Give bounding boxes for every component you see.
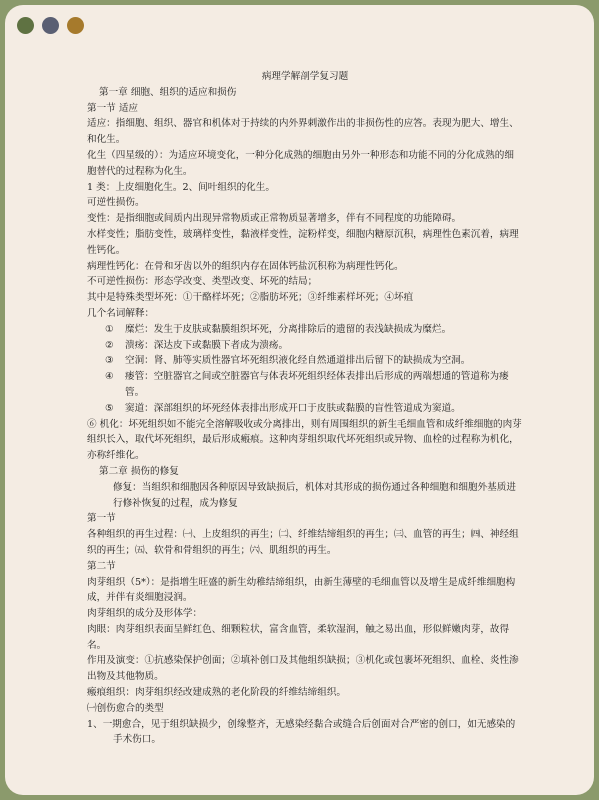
list-number: ③ [105, 355, 114, 367]
paragraph-adaptation: 适应：指细胞、组织、器官和机体对于持续的内外界刺激作出的非损伤性的应答。表现为肥大、增生、和化生。 [87, 118, 519, 146]
paragraph-granulation: 肉芽组织（5*）：是指增生旺盛的新生幼稚结缔组织，由新生薄壁的毛细血管以及增生是成纤维细胞构成，并伴有炎细胞浸润。 [87, 576, 516, 604]
green-dot-icon[interactable] [17, 17, 34, 34]
document-body [87, 69, 523, 748]
list-item [87, 353, 523, 369]
paragraph-calcification: 病理性钙化：在骨和牙齿以外的组织内存在固体钙盐沉积称为病理性钙化。 [87, 260, 404, 272]
paragraph-metaplasia: 化生（四星级的）：为适应环境变化，一种分化成熟的细胞由另外一种形态和功能不同的分化成熟的细胞替代的过程称为化生。 [87, 149, 514, 177]
chapter-1-heading: 第一章 细胞、组织的适应和损伤 [99, 86, 237, 98]
paragraph-gross-appearance: 肉眼：肉芽组织表面呈鲜红色、细颗粒状，富含血管，柔软湿润，触之易出血，形似鲜嫩肉芽，故得名。 [87, 623, 510, 651]
paragraph-scar: 瘢痕组织：肉芽组织经改建成熟的老化阶段的纤维结缔组织。 [87, 687, 347, 699]
paragraph-primary-healing: 1、一期愈合，见于组织缺损少，创缘整齐，无感染经黏合或缝合后创面对合严密的创口，如无感染的手术伤口。 [87, 718, 516, 746]
section-heading: 第二节 [87, 560, 116, 572]
list-item-text: 瘘管：空脏器官之间或空脏器官与体表坏死组织经体表排出后形成的两端想通的管道称为瘘管。 [125, 371, 509, 398]
paragraph-organization: ⑥ 机化：坏死组织如不能完全溶解吸收或分离排出，则有周围组织的新生毛细血管和成纤维细胞的肉芽组织长入，取代坏死组织，最后形成瘢痕。这种肉芽组织取代坏死组织或异物、血栓的过程称为机化，亦称纤维化。 [87, 418, 522, 462]
paragraph-types: 1 类：上皮细胞化生。2、间叶组织的化生。 [87, 181, 275, 193]
paragraph-granulation-components: 肉芽组织的成分及形体学： [87, 608, 203, 620]
list-item-text: 窦道：深部组织的坏死经体表排出形成开口于皮肤或黏膜的盲性管道成为窦道。 [125, 402, 461, 414]
list-number: ② [105, 339, 114, 351]
paragraph-irreversible: 不可逆性损伤：形态学改变、类型改变、坏死的结局； [87, 276, 318, 288]
window-controls [17, 17, 84, 34]
paragraph-degeneration-types: 水样变性；脂肪变性，玻璃样变性，黏液样变性，淀粉样变，细胞内糖原沉积，病理性色素沉着，病理性钙化。 [87, 228, 519, 256]
paragraph-healing-types: ㈠创伤愈合的类型 [87, 702, 164, 714]
paragraph-terms-heading: 几个名词解释： [87, 307, 155, 319]
paragraph-regeneration: 各种组织的再生过程：㈠、上皮组织的再生；㈡、纤维结缔组织的再生；㈢、血管的再生；㈣、神经组织的再生；㈤、软骨和骨组织的再生；㈥、肌组织的再生。 [87, 529, 519, 556]
section-heading: 第一节 [87, 513, 116, 525]
paragraph-special-necrosis: 其中是特殊类型坏死：①干酪样坏死；②脂肪坏死；③纤维素样坏死；④坏疽 [87, 292, 414, 304]
document-title: 病理学解剖学复习题 [261, 71, 349, 82]
paragraph-function: 作用及演变：①抗感染保护创面；②填补创口及其他组织缺损；③机化或包裹坏死组织、血栓、炎性渗出物及其他物质。 [87, 655, 519, 683]
list-item-text: 溃疡：深达皮下或黏膜下者成为溃疡。 [125, 339, 289, 351]
list-number: ④ [105, 371, 114, 383]
paragraph-reversible: 可逆性损伤。 [87, 197, 145, 209]
slate-dot-icon[interactable] [42, 17, 59, 34]
list-item [87, 369, 523, 401]
list-item [87, 401, 523, 417]
list-item [87, 338, 523, 354]
list-number: ⑤ [105, 402, 114, 414]
list-item [87, 322, 523, 338]
list-item-text: 糜烂：发生于皮肤或黏膜组织坏死，分离排除后的遗留的表浅缺损成为糜烂。 [125, 323, 452, 335]
list-number: ① [105, 323, 114, 335]
document-card [5, 5, 594, 795]
paragraph-repair: 修复：当组织和细胞因各种原因导致缺损后，机体对其形成的损伤通过各种细胞和细胞外基质进行修补恢复的过程，成为修复 [113, 481, 516, 509]
list-item-text: 空洞：肾、肺等实质性器官坏死组织液化经自然通道排出后留下的缺损成为空洞。 [125, 355, 471, 367]
amber-dot-icon[interactable] [67, 17, 84, 34]
paragraph-degeneration: 变性：是指细胞或间质内出现异常物质或正常物质显著增多，伴有不同程度的功能障碍。 [87, 213, 462, 225]
chapter-2-heading: 第二章 损伤的修复 [99, 465, 179, 477]
section-heading: 第一节 适应 [87, 102, 139, 114]
